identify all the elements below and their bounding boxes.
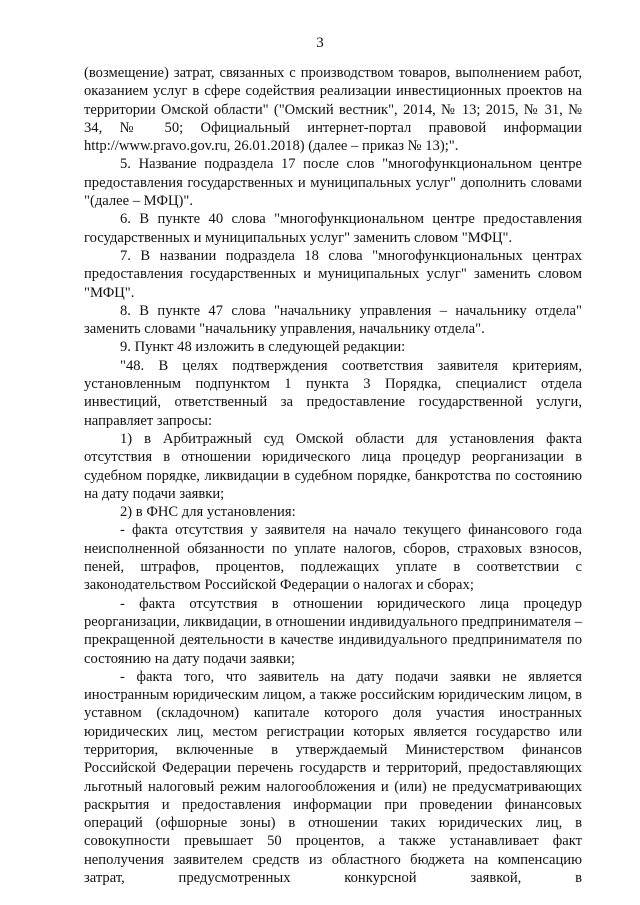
paragraph: 6. В пункте 40 слова "многофункциональном центре предоставления государственных и муниципальных услуг" заменить словом "МФЦ". — [84, 211, 582, 246]
paragraph: 9. Пункт 48 изложить в следующей редакции: — [120, 339, 406, 356]
paragraph: - факта того, что заявитель на дату подачи заявки не является иностранным юридическим лицом, а также российским юридическим лицом, в уставном (складочном) капитале которого доля участия иностранных юридических лиц, местом регистрации которых является государство или территория, включенные в утверждаемый Министерством финансов Российской Федерации перечень государств и территорий, предоставляющих льготный налоговый режим налогообложения и (или) не предусматривающих раскрытия и предоставления информации при проведении финансовых операций (офшорные зоны) в отношении таких юридических лиц, в совокупности превышает 50 процентов, а также устанавливает факт неполучения заявителем средств из областного бюджета на компенсацию затрат, предусмотренных конкурсной заявкой, в — [84, 668, 582, 887]
document-body — [84, 64, 582, 887]
paragraph: 1) в Арбитражный суд Омской области для установления факта отсутствия в отношении юридического лица процедур реорганизации в судебном порядке, ликвидации в судебном порядке, банкротства по состоянию на дату подачи заявки; — [84, 430, 582, 502]
paragraph: (возмещение) затрат, связанных с производством товаров, выполнением работ, оказанием услуг в сфере содействия реализации инвестиционных проектов на территории Омской области" ("Омский вестник", 2014, № 13; 2015, № 31, № 34, № 50; Официальный интернет-портал правовой информации http://www.pravo.gov.ru, 26.01.2018) (далее – приказ № 13);". — [84, 65, 582, 155]
paragraph: 2) в ФНС для установления: — [120, 504, 296, 521]
paragraph: - факта отсутствия в отношении юридического лица процедур реорганизации, ликвидации, в отношении индивидуального предпринимателя – прекращенной деятельности в качестве индивидуального предпринимателя по состоянию на дату подачи заявки; — [84, 595, 582, 667]
paragraph: 5. Название подраздела 17 после слов "многофункциональном центре предоставления государственных и муниципальных услуг" дополнить словами "(далее – МФЦ)". — [84, 156, 582, 210]
paragraph: - факта отсутствия у заявителя на начало текущего финансового года неисполненной обязанности по уплате налогов, сборов, страховых взносов, пеней, штрафов, процентов, подлежащих уплате в соответствии с законодательством Российской Федерации о налогах и сборах; — [84, 522, 582, 594]
page-number: 3 — [316, 35, 324, 51]
paragraph: "48. В целях подтверждения соответствия заявителя критериям, установленным подпунктом 1 пункта 3 Порядка, специалист отдела инвестиций, ответственный за предоставление государственной услуги, направляет запросы: — [84, 357, 582, 429]
paragraph: 8. В пункте 47 слова "начальнику управления – начальнику отдела" заменить словами "начальнику управления, начальнику отдела". — [84, 302, 582, 338]
paragraph: 7. В названии подраздела 18 слова "многофункциональных центрах предоставления государственных и муниципальных услуг" заменить словом "МФЦ". — [84, 247, 582, 301]
